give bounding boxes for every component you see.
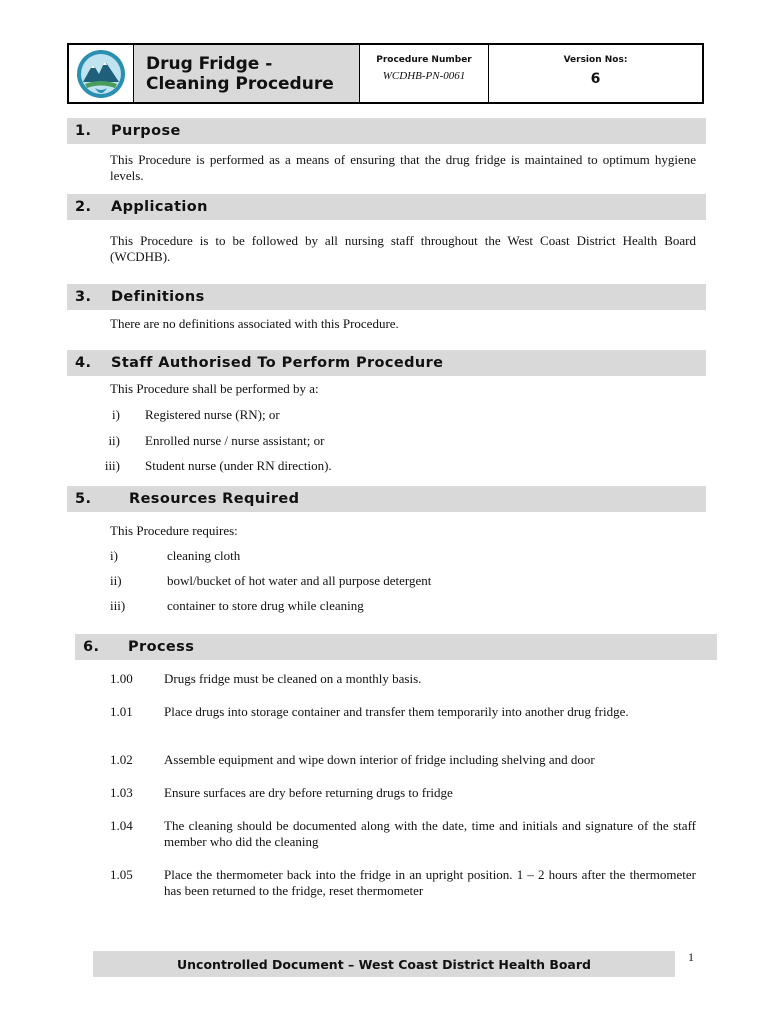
section-number: 2. xyxy=(75,199,92,215)
section-title: Definitions xyxy=(111,289,205,305)
section-heading-resources xyxy=(67,486,706,512)
document-title: Drug Fridge - Cleaning Procedure xyxy=(134,45,360,102)
document-header xyxy=(67,43,704,104)
section-heading-application xyxy=(67,194,706,220)
staff-intro: This Procedure shall be performed by a: xyxy=(110,381,319,396)
mountain-logo-icon xyxy=(75,48,127,100)
section-title: Purpose xyxy=(111,123,181,139)
section-number: 4. xyxy=(75,355,92,371)
section-heading-definitions xyxy=(67,284,706,310)
section-number: 5. xyxy=(75,491,92,507)
version-value: 6 xyxy=(590,71,601,87)
section-number: 3. xyxy=(75,289,92,305)
footer-banner: Uncontrolled Document – West Coast District Health Board xyxy=(93,951,675,977)
procedure-number-cell xyxy=(360,45,489,102)
version-label: Version Nos: xyxy=(563,55,628,65)
section-title: Resources Required xyxy=(129,491,300,507)
section-heading-staff xyxy=(67,350,706,376)
section-heading-process xyxy=(75,634,717,660)
page-number: 1 xyxy=(688,950,694,964)
application-text: This Procedure is to be followed by all nursing staff throughout the West Coast District Health Board (WCDHB). xyxy=(110,233,696,264)
section-title: Application xyxy=(111,199,208,215)
section-heading-purpose xyxy=(67,118,706,144)
version-cell xyxy=(489,45,702,102)
section-title: Process xyxy=(128,639,195,655)
procedure-number-value: WCDHB-PN-0061 xyxy=(382,70,466,82)
logo-cell xyxy=(69,45,134,102)
section-number: 6. xyxy=(83,639,100,655)
procedure-number-label: Procedure Number xyxy=(376,55,472,65)
purpose-text: This Procedure is performed as a means of ensuring that the drug fridge is maintained to optimum hygiene levels. xyxy=(110,152,696,183)
definitions-text: There are no definitions associated with this Procedure. xyxy=(110,316,399,331)
section-title: Staff Authorised To Perform Procedure xyxy=(111,355,444,371)
section-number: 1. xyxy=(75,123,92,139)
resources-intro: This Procedure requires: xyxy=(110,523,238,538)
